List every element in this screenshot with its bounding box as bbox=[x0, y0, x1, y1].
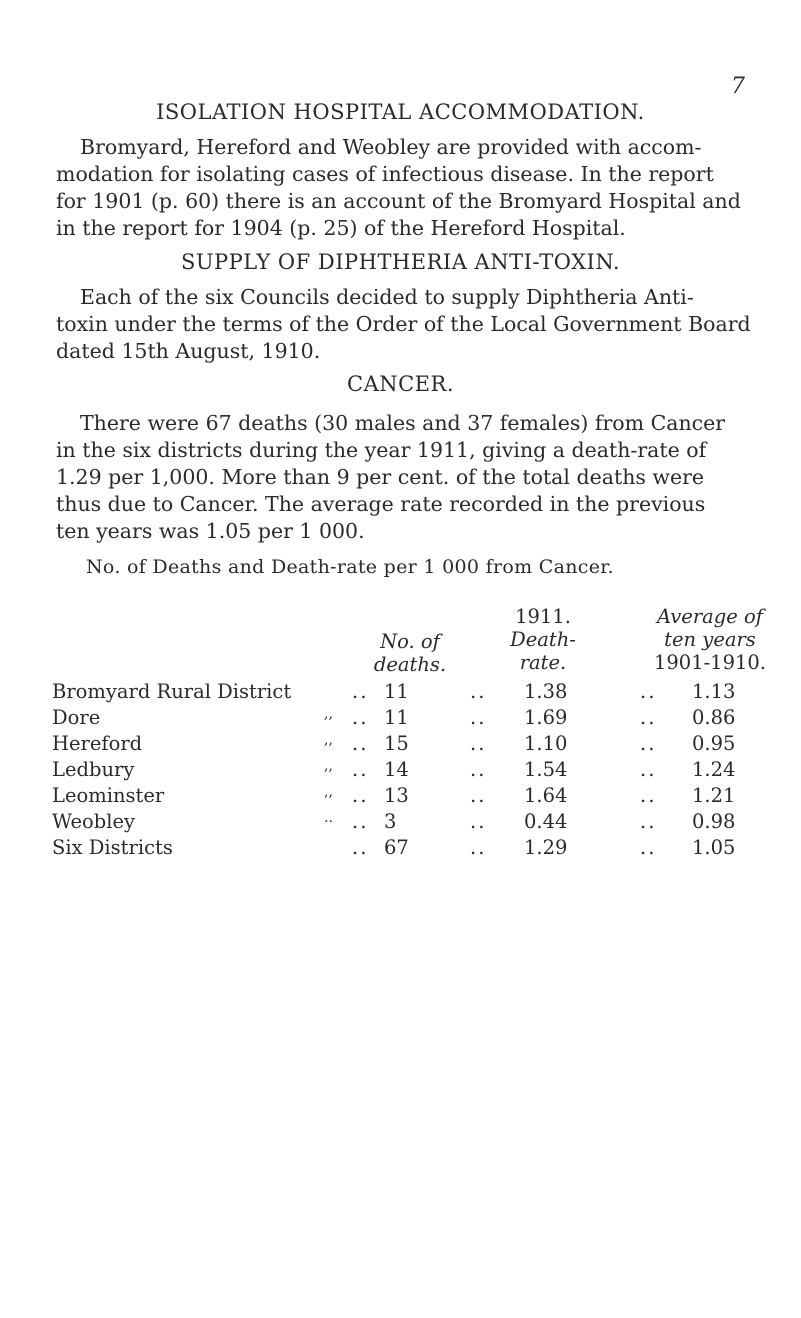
paragraph-isolation-hospital bbox=[56, 134, 746, 242]
paragraph-cancer bbox=[56, 410, 746, 545]
district-name: Hereford bbox=[52, 732, 143, 755]
paragraph-line: for 1901 (p. 60) there is an account of the Bromyard Hospital and bbox=[56, 189, 741, 213]
leader-dots: .. bbox=[470, 836, 487, 859]
column-header-average bbox=[630, 605, 790, 674]
paragraph-line: in the report for 1904 (p. 25) of the Hereford Hospital. bbox=[56, 216, 626, 240]
paragraph-line: toxin under the terms of the Order of the Local Government Board bbox=[56, 312, 751, 336]
leader-dots: .. bbox=[352, 732, 369, 755]
leader-dots: .. bbox=[640, 758, 657, 781]
column-header-line: rate. bbox=[519, 651, 567, 674]
leader-dots: .. bbox=[352, 836, 369, 859]
paragraph-line: Bromyard, Hereford and Weobley are provided with accom- bbox=[80, 135, 702, 159]
leader-dots: .. bbox=[470, 732, 487, 755]
average-rate-value: 0.98 bbox=[692, 810, 736, 833]
death-rate-value: 1.54 bbox=[524, 758, 568, 781]
district-name: Weobley bbox=[52, 810, 136, 833]
table-row bbox=[52, 732, 772, 756]
deaths-value: 67 bbox=[384, 836, 409, 859]
column-header-years: 1901-1910. bbox=[653, 651, 767, 674]
district-name: Dore bbox=[52, 706, 101, 729]
district-name: Ledbury bbox=[52, 758, 135, 781]
leader-dots: .. bbox=[470, 810, 487, 833]
leader-dots: .. bbox=[470, 706, 487, 729]
deaths-value: 15 bbox=[384, 732, 409, 755]
leader-dots: .. bbox=[352, 758, 369, 781]
death-rate-value: 1.64 bbox=[524, 784, 568, 807]
leader-dots: .. bbox=[470, 680, 487, 703]
deaths-value: 3 bbox=[384, 810, 397, 833]
leader-dots: .. bbox=[352, 784, 369, 807]
leader-dots: .. bbox=[352, 706, 369, 729]
average-rate-value: 0.86 bbox=[692, 706, 736, 729]
average-rate-value: 1.21 bbox=[692, 784, 736, 807]
leader-dots: .. bbox=[640, 680, 657, 703]
ditto-mark: ,, bbox=[324, 732, 333, 748]
district-name: Six Districts bbox=[52, 836, 173, 859]
leader-dots: .. bbox=[640, 706, 657, 729]
district-name: Bromyard Rural District bbox=[52, 680, 292, 703]
paragraph-line: Each of the six Councils decided to supply Diphtheria Anti- bbox=[80, 285, 694, 309]
heading-diphtheria-antitoxin: SUPPLY OF DIPHTHERIA ANTI-TOXIN. bbox=[180, 250, 621, 274]
district-name: Leominster bbox=[52, 784, 165, 807]
paragraph-line: ten years was 1.05 per 1 000. bbox=[56, 519, 365, 543]
ditto-mark: ,, bbox=[324, 758, 333, 774]
table-row bbox=[52, 706, 772, 730]
ditto-mark: ,, bbox=[324, 706, 333, 722]
table-row bbox=[52, 680, 772, 704]
paragraph-line: thus due to Cancer. The average rate recorded in the previous bbox=[56, 492, 706, 516]
average-rate-value: 0.95 bbox=[692, 732, 736, 755]
paragraph-line: 1.29 per 1,000. More than 9 per cent. of the total deaths were bbox=[56, 465, 705, 489]
average-rate-value: 1.24 bbox=[692, 758, 736, 781]
column-header-rate bbox=[478, 605, 608, 674]
column-header-year: 1911. bbox=[515, 605, 571, 628]
leader-dots: .. bbox=[640, 784, 657, 807]
heading-cancer: CANCER. bbox=[347, 372, 454, 396]
leader-dots: .. bbox=[352, 680, 369, 703]
average-rate-value: 1.13 bbox=[692, 680, 736, 703]
deaths-value: 11 bbox=[384, 680, 409, 703]
page-number: 7 bbox=[731, 74, 745, 99]
column-header-deaths bbox=[350, 630, 470, 676]
leader-dots: .. bbox=[470, 758, 487, 781]
average-rate-value: 1.05 bbox=[692, 836, 736, 859]
death-rate-value: 1.29 bbox=[524, 836, 568, 859]
leader-dots: .. bbox=[640, 810, 657, 833]
paragraph-line: dated 15th August, 1910. bbox=[56, 339, 321, 363]
death-rate-value: 1.38 bbox=[524, 680, 568, 703]
death-rate-value: 0.44 bbox=[524, 810, 568, 833]
paragraph-line: There were 67 deaths (30 males and 37 females) from Cancer bbox=[80, 411, 726, 435]
column-header-line: No. of bbox=[380, 630, 440, 653]
table-row bbox=[52, 758, 772, 782]
paragraph-line: modation for isolating cases of infectious disease. In the report bbox=[56, 162, 714, 186]
column-header-line: ten years bbox=[664, 628, 756, 651]
table-title: No. of Deaths and Death-rate per 1 000 from Cancer. bbox=[86, 556, 614, 578]
table-row bbox=[52, 810, 772, 834]
leader-dots: .. bbox=[352, 810, 369, 833]
paragraph-line: in the six districts during the year 1911, giving a death-rate of bbox=[56, 438, 707, 462]
column-header-line: Death- bbox=[510, 628, 576, 651]
deaths-value: 14 bbox=[384, 758, 409, 781]
heading-isolation-hospital: ISOLATION HOSPITAL ACCOMMODATION. bbox=[156, 100, 645, 124]
leader-dots: .. bbox=[640, 836, 657, 859]
leader-dots: .. bbox=[470, 784, 487, 807]
column-header-line: deaths. bbox=[373, 653, 447, 676]
table-row bbox=[52, 836, 772, 860]
ditto-mark: ,, bbox=[324, 784, 333, 800]
column-header-line: Average of bbox=[657, 605, 763, 628]
leader-dots: .. bbox=[640, 732, 657, 755]
table-row bbox=[52, 784, 772, 808]
ditto-mark: .. bbox=[324, 810, 333, 826]
deaths-value: 11 bbox=[384, 706, 409, 729]
death-rate-value: 1.10 bbox=[524, 732, 568, 755]
deaths-value: 13 bbox=[384, 784, 409, 807]
death-rate-value: 1.69 bbox=[524, 706, 568, 729]
paragraph-diphtheria-antitoxin bbox=[56, 284, 751, 365]
